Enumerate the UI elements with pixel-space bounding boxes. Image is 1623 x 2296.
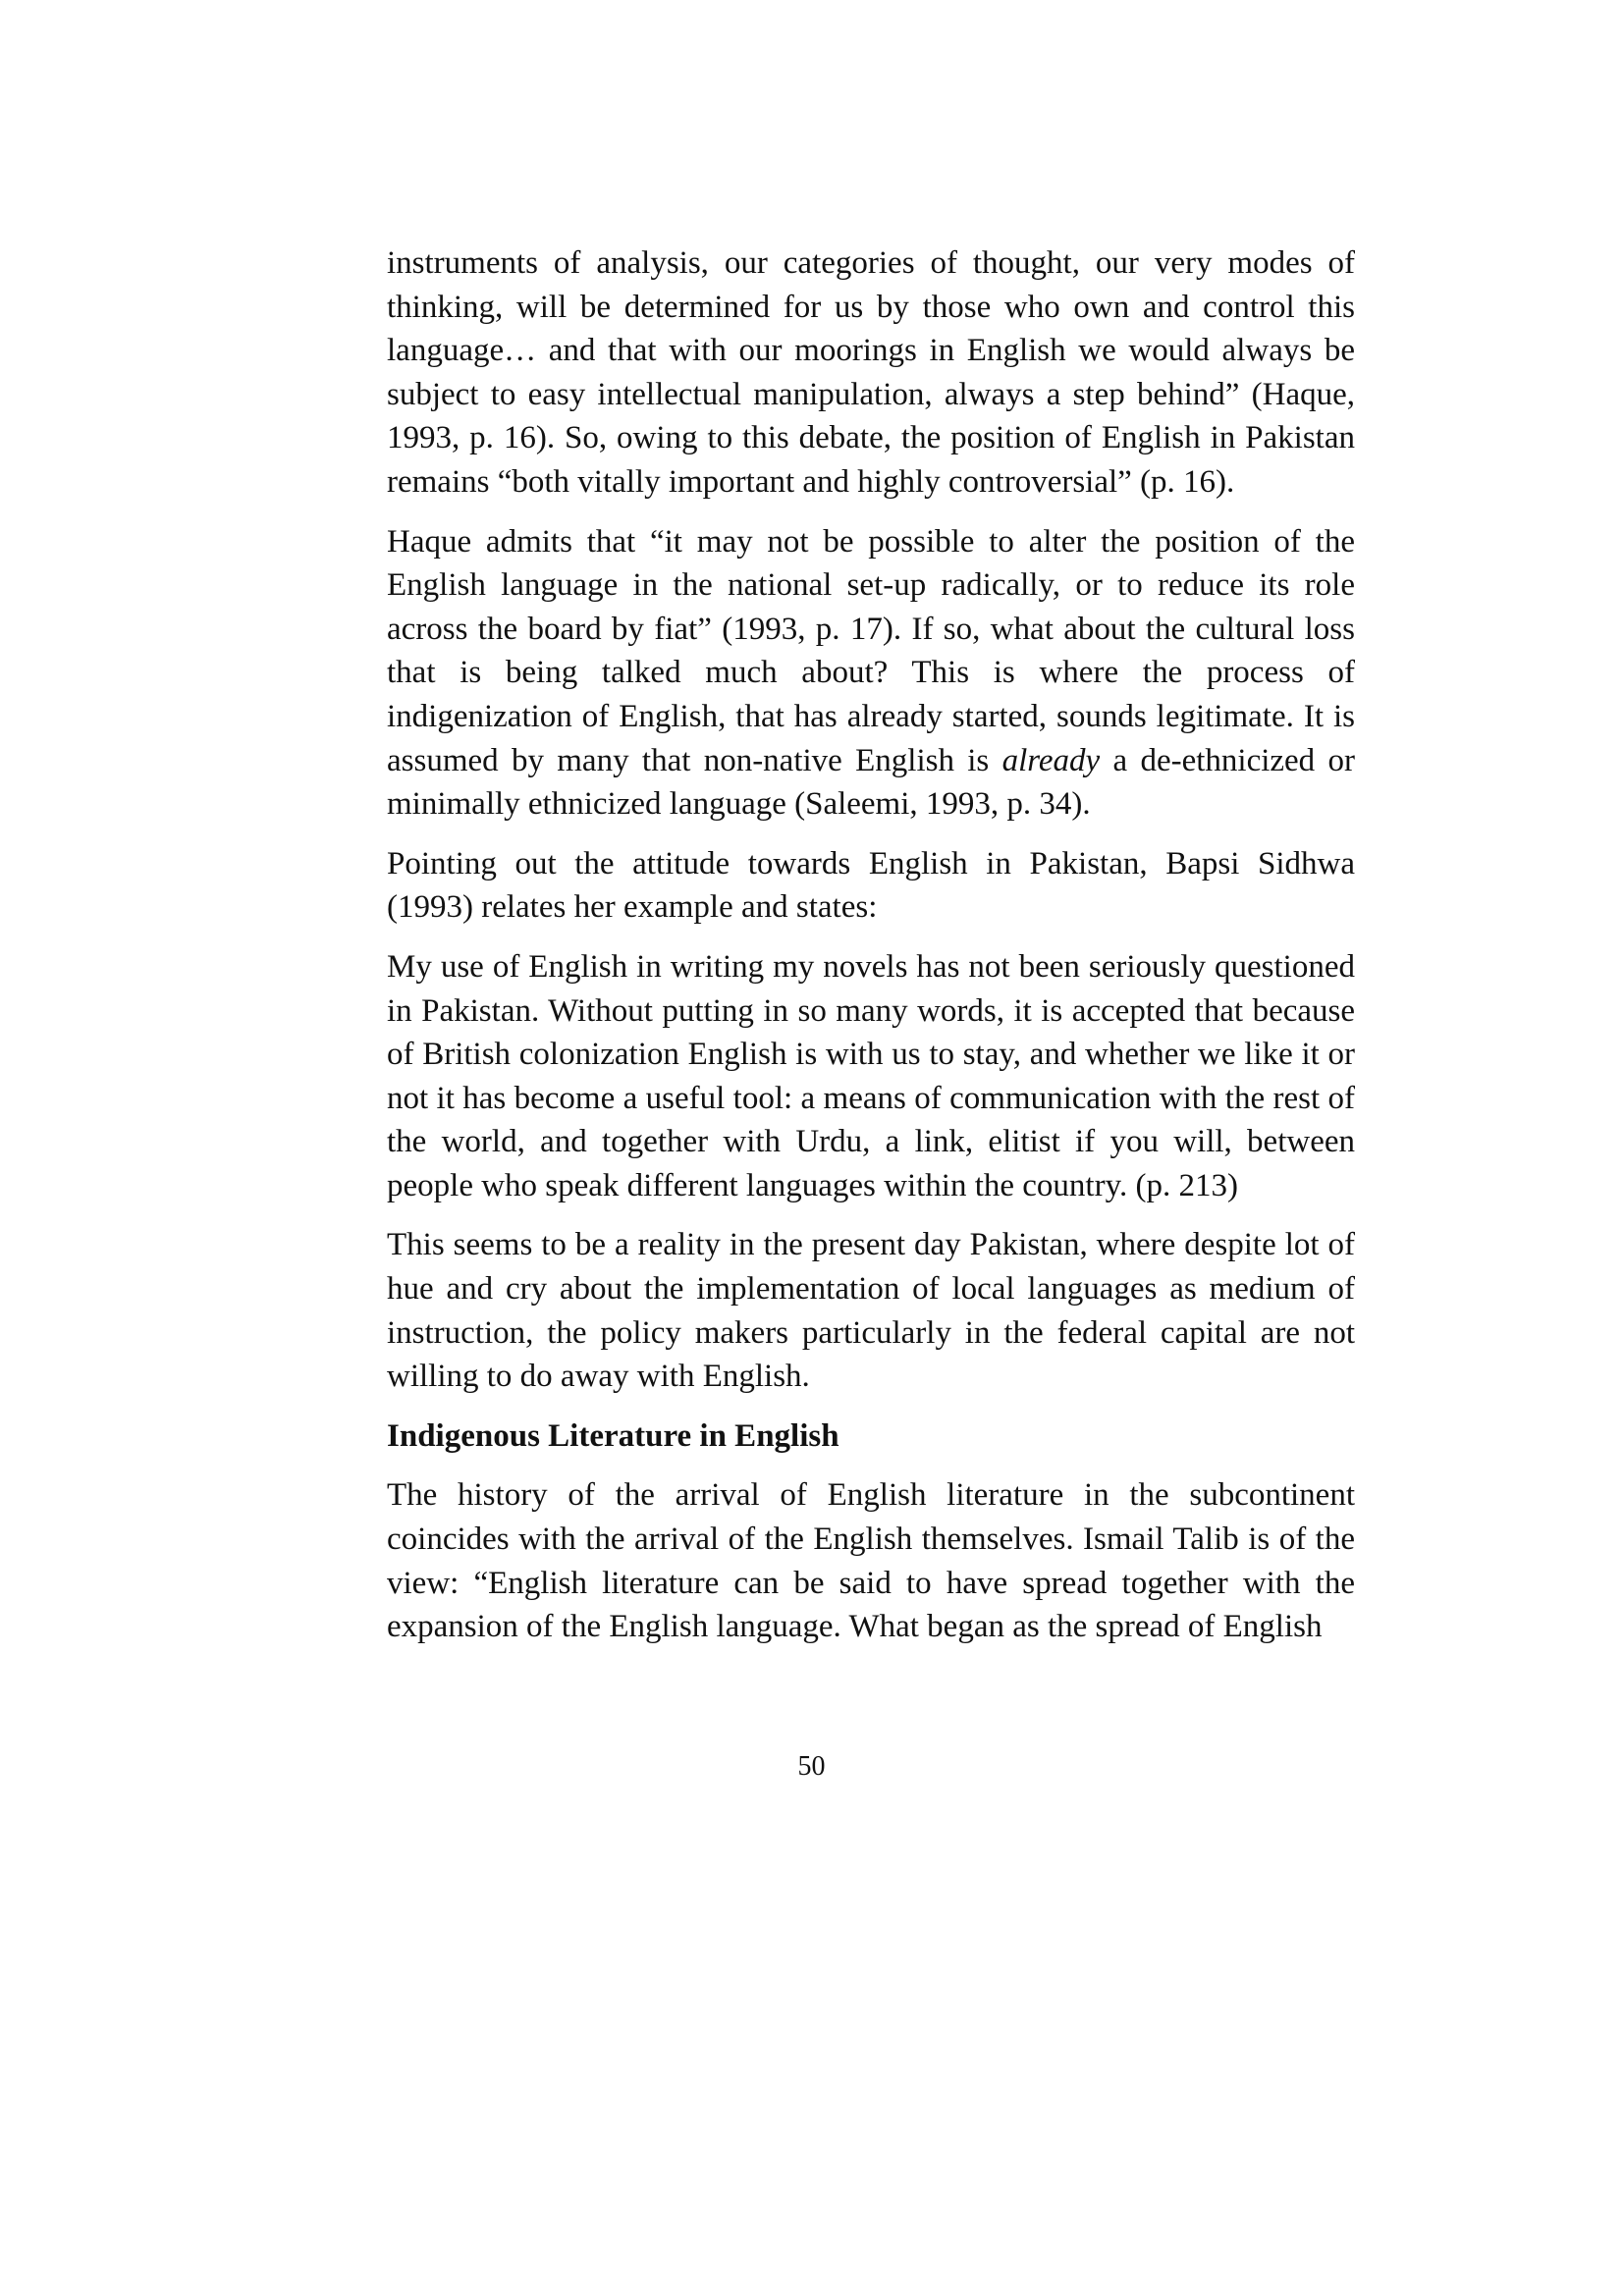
section-heading: Indigenous Literature in English — [387, 1417, 839, 1454]
paragraph-4: This seems to be a reality in the present day Pakistan, where despite lot of hue and cry about the implementation of local languages as medium of instruction, the policy makers particularly in the federal capital are not willing to do away with English. — [387, 1227, 1355, 1395]
paragraph-2-text-end: a de-ethnicized or minimally ethnicized language (Saleemi, 1993, p. 34). — [387, 742, 1355, 823]
paragraph-2-text-start: Haque admits that “it may not be possible to alter the position of the English language in the national set-up radically, or to reduce its role across the board by fiat” (1993, p. 17). If so, what about the cultural loss that is being talked much about? This is where the process of indigenization of English, that has already started, sounds legitimate. It is assumed by many that non-native English is — [387, 523, 1355, 778]
paragraph-1: instruments of analysis, our categories of thought, our very modes of thinking, will be determined for us by those who own and control this language… and that with our moorings in English we would always be subject to easy intellectual manipulation, always a step behind” (Haque, 1993, p. 16). So, owing to this debate, the position of English in Pakistan remains “both vitally important and highly controversial” (p. 16). — [387, 245, 1355, 500]
paragraph-5: The history of the arrival of English literature in the subcontinent coincides with the arrival of the English themselves. Ismail Talib is of the view: “English literature can be said to have spread together with the expansion of the English language. What began as the spread of English — [387, 1477, 1355, 1645]
paragraph-2-italic-word: already — [1001, 742, 1101, 778]
paragraph-3: Pointing out the attitude towards English in Pakistan, Bapsi Sidhwa (1993) relates her example and states: — [387, 845, 1355, 926]
body-text — [387, 241, 1355, 1665]
page-number: 50 — [797, 1751, 826, 1782]
block-quote: My use of English in writing my novels has not been seriously questioned in Pakistan. Without putting in so many words, it is accepted that because of British colonization English is with us to stay, and whether we like it or not it has become a useful tool: a means of communication with the rest of the world, and together with Urdu, a link, elitist if you will, between people who speak different languages within the country. (p. 213) — [387, 948, 1355, 1203]
paragraph-2 — [387, 520, 1355, 827]
